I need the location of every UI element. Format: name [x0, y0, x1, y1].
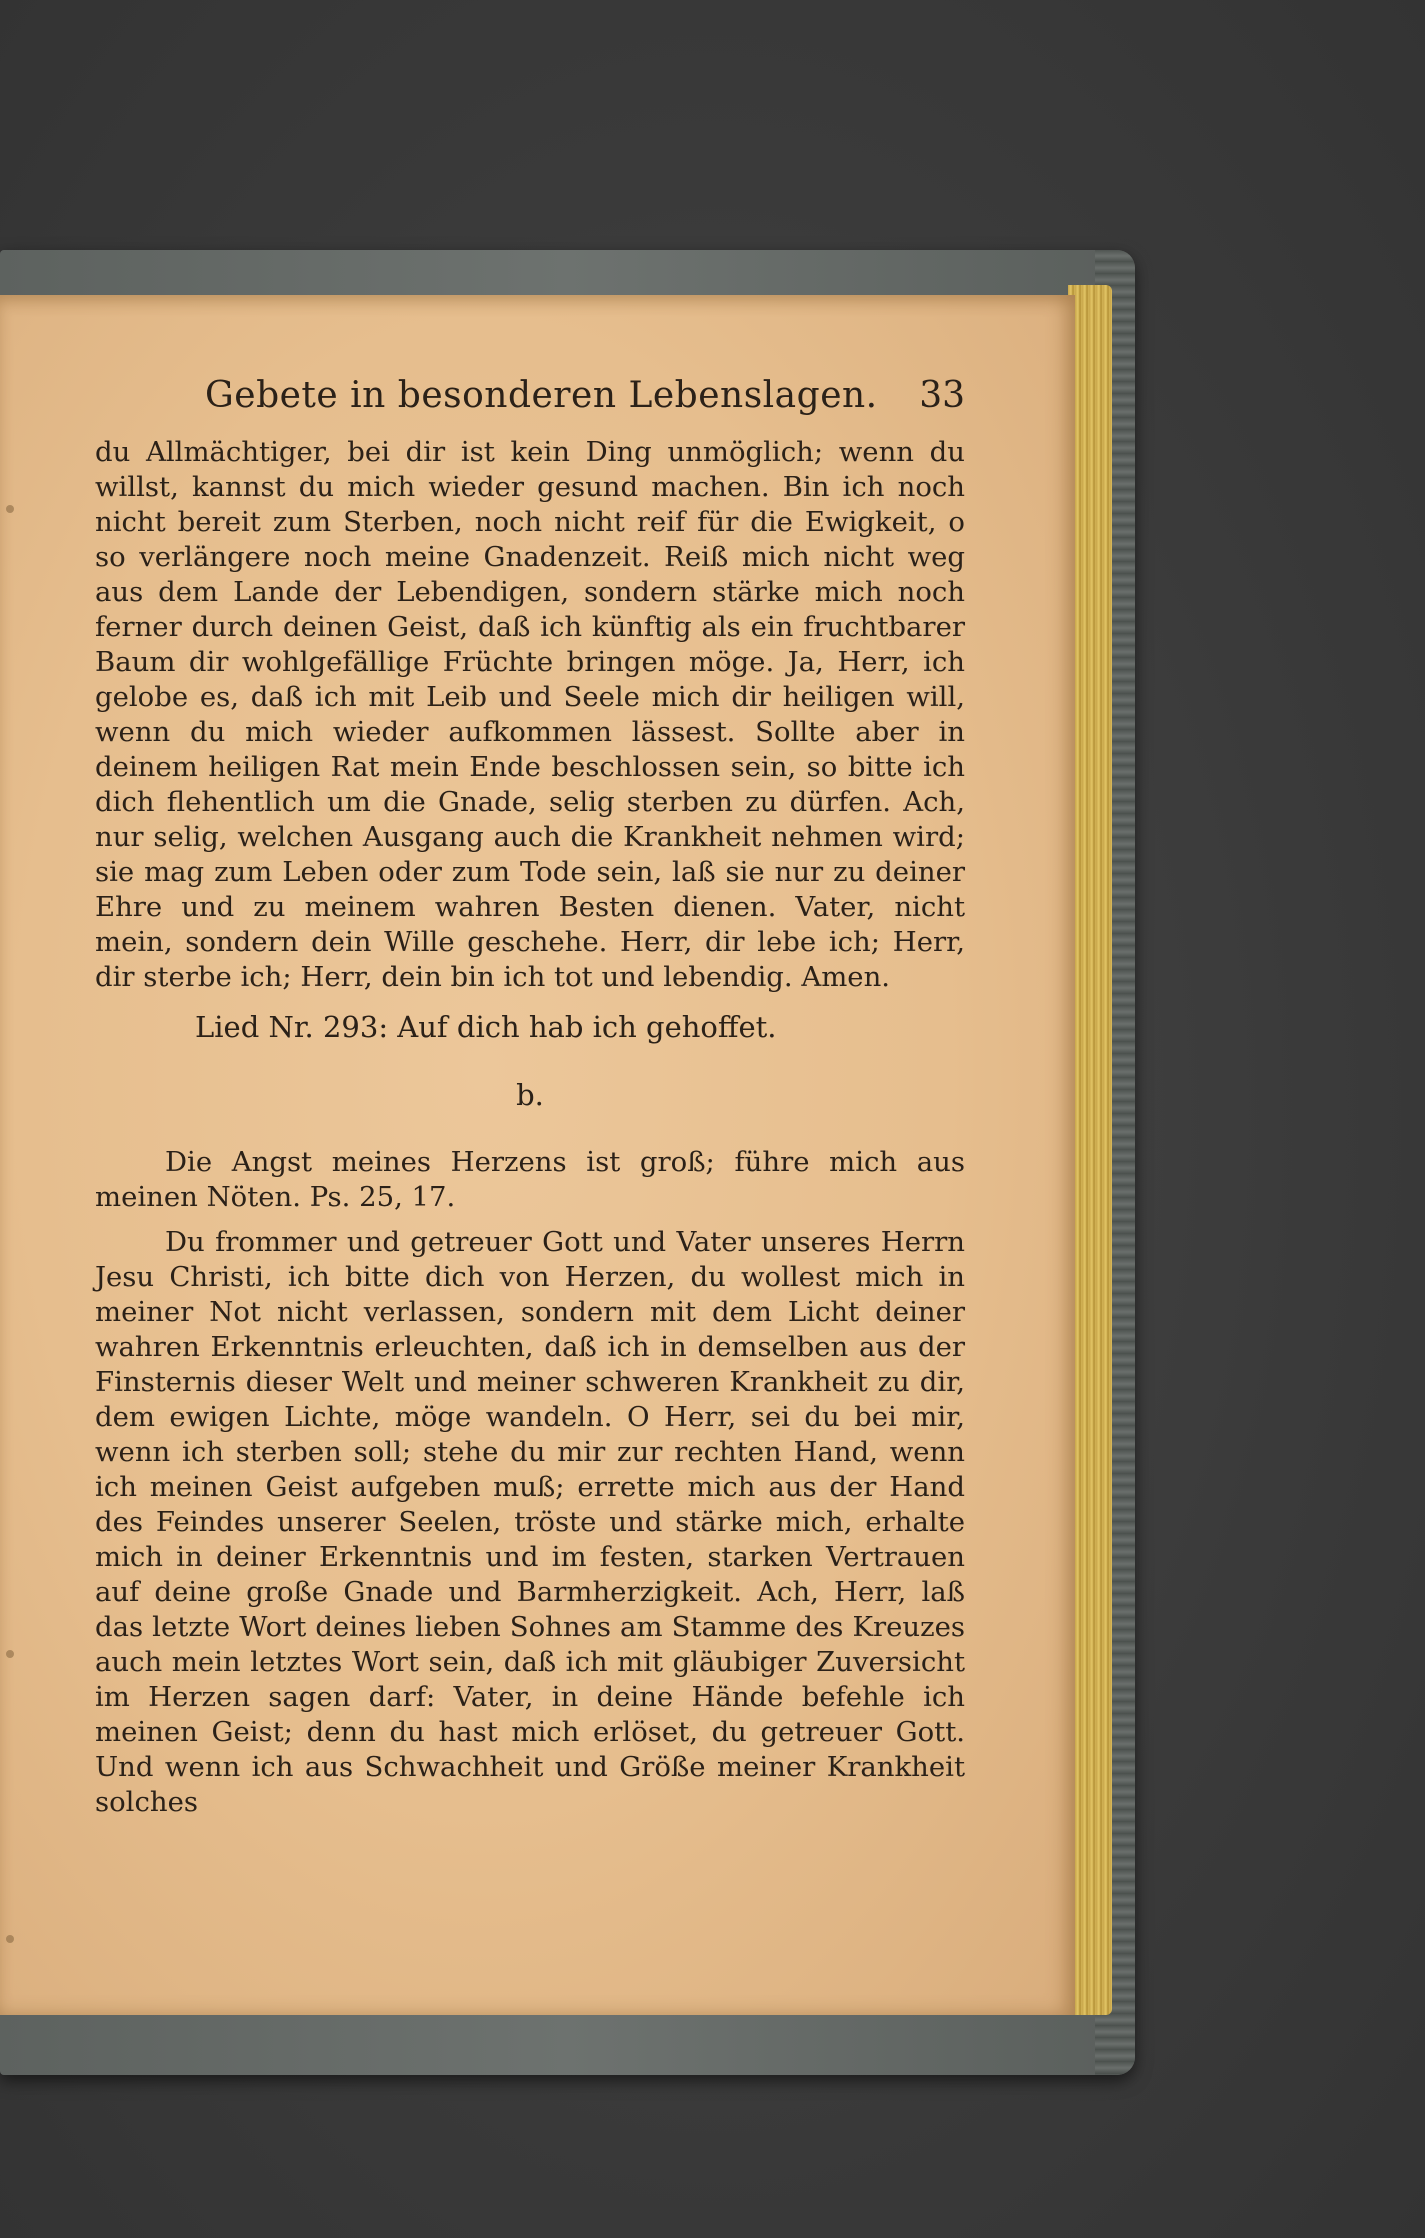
prayer-text: Du frommer und getreuer Gott und Vater unseres Herrn Jesu Christi, ich bitte dich von Herzen, du wollest mich in meiner Not nicht verlassen, sondern mit dem Licht deiner wahren Erkenntnis erleuchten, daß ich in demselben aus der Finsternis dieser Welt und meiner schweren Krankheit zu dir, dem ewigen Lichte, möge wandeln. O Herr, sei du bei mir, wenn ich sterben soll; stehe du mir zur rechten Hand, wenn ich meinen Geist aufgeben muß; errette mich aus der Hand des Feindes unserer Seelen, tröste und stärke mich, erhalte mich in deiner Erkenntnis und im festen, starken Vertrauen auf deine große Gnade und Barmherzigkeit. Ach, Herr, laß das letzte Wort deines lieben Sohnes am Stamme des Kreuzes auch mein letztes Wort sein, daß ich mit gläubiger Zuversicht im Herzen sagen darf: Vater, in deine Hände befehle ich meinen Geist; denn du hast mich erlöset, du getreuer Gott. Und wenn ich aus Schwachheit und Größe meiner Krankheit solches: [95, 1226, 965, 1818]
page-number: 33: [919, 375, 965, 416]
section-letter: b.: [516, 1078, 544, 1112]
header-title: Gebete in besonderen Lebenslagen.: [205, 375, 878, 416]
margin-mark: [6, 505, 14, 513]
hymn-reference: Lied Nr. 293: Auf dich hab ich gehoffet.: [195, 1010, 777, 1044]
page-text: [95, 375, 965, 1820]
book-page: [0, 295, 1075, 2015]
margin-mark: [6, 1935, 14, 1943]
running-header: [95, 375, 965, 435]
margin-mark: [6, 1650, 14, 1658]
prayer-continuation: du Allmächtiger, bei dir ist kein Ding unmöglich; wenn du willst, kannst du mich wieder gesund machen. Bin ich noch nicht bereit zum Sterben, noch nicht reif für die Ewigkeit, o so verlängere noch meine Gnadenzeit. Reiß mich nicht weg aus dem Lande der Lebendigen, sondern stärke mich noch ferner durch deinen Geist, daß ich künftig als ein fruchtbarer Baum dir wohlgefällige Früchte bringen möge. Ja, Herr, ich gelobe es, daß ich mit Leib und Seele mich dir heiligen will, wenn du mich wieder aufkommen lässest. Sollte aber in deinem heiligen Rat mein Ende beschlossen sein, so bitte ich dich flehentlich um die Gnade, selig sterben zu dürfen. Ach, nur selig, welchen Ausgang auch die Krankheit nehmen wird; sie mag zum Leben oder zum Tode sein, laß sie nur zu deiner Ehre und zu meinem wahren Besten dienen. Vater, nicht mein, sondern dein Wille geschehe. Herr, dir lebe ich; Herr, dir sterbe ich; Herr, dein bin ich tot und lebendig. Amen.: [95, 436, 965, 993]
psalm-verse: Die Angst meines Herzens ist groß; führe mich aus meinen Nöten. Ps. 25, 17.: [95, 1146, 965, 1213]
